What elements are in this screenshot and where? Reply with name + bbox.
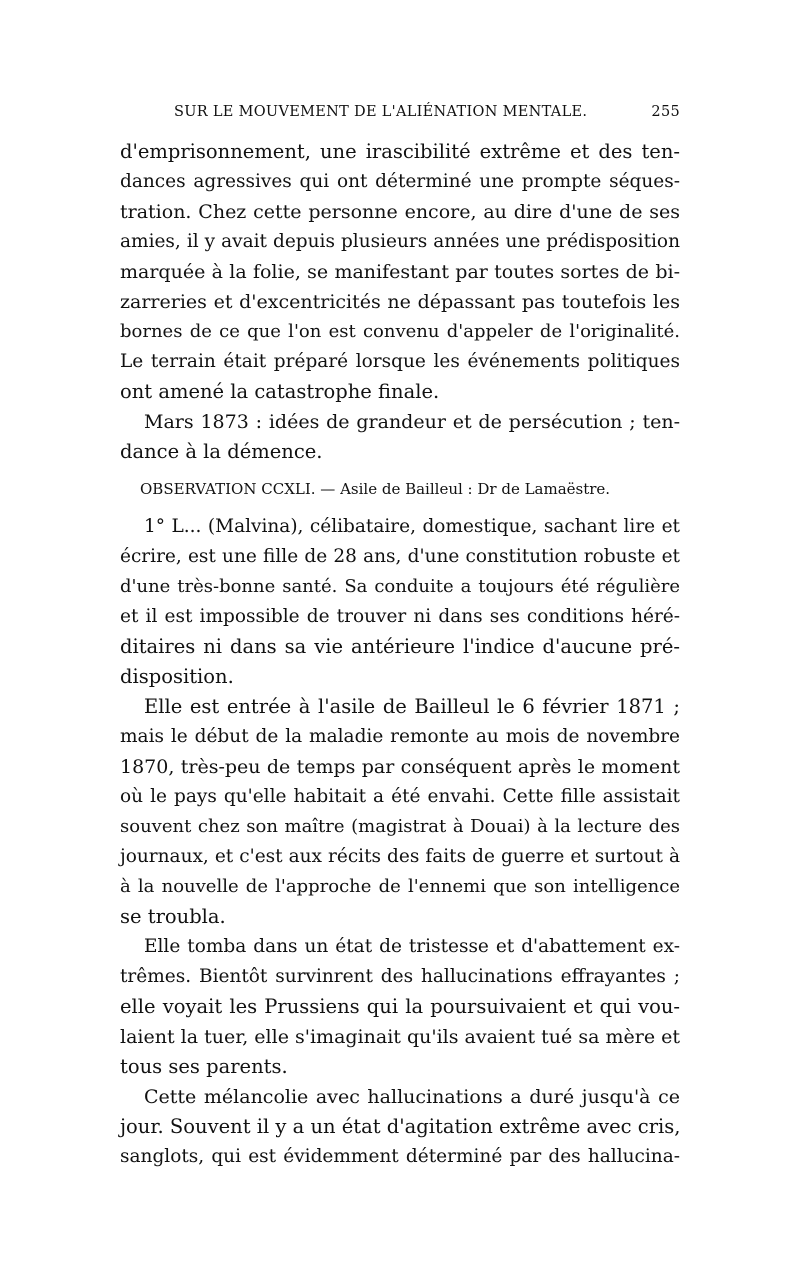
- text-line: laient la tuer, elle s'imaginait qu'ils avaient tué sa mère et: [120, 1026, 680, 1048]
- text-line: d'emprisonnement, une irascibilité extrême et des ten-: [120, 140, 680, 163]
- text-line: ont amené la catastrophe finale.: [120, 380, 440, 403]
- text-line: zarreries et d'excentricités ne dépassant pas toutefois les: [120, 291, 680, 313]
- text-line: marquée à la folie, se manifestant par toutes sortes de bi-: [120, 261, 680, 283]
- text-line: Le terrain était préparé lorsque les événements politiques: [120, 351, 680, 372]
- text-line: trêmes. Bientôt survinrent des hallucinations effrayantes ;: [120, 966, 680, 987]
- page-number: 255: [651, 104, 680, 120]
- text-line: Mars 1873 : idées de grandeur et de persécution ; ten-: [144, 411, 680, 433]
- running-head-title: SUR LE MOUVEMENT DE L'ALIÉNATION MENTALE.: [174, 104, 588, 120]
- text-line: Cette mélancolie avec hallucinations a duré jusqu'à ce: [144, 1086, 680, 1108]
- text-line: mais le début de la maladie remonte au mois de novembre: [120, 726, 680, 747]
- text-line: amies, il y avait depuis plusieurs années une prédisposition: [120, 231, 680, 252]
- text-line: bornes de ce que l'on est convenu d'appeler de l'originalité.: [120, 321, 680, 342]
- text-line: et il est impossible de trouver ni dans ses conditions héré-: [120, 606, 680, 627]
- text-line: ditaires ni dans sa vie antérieure l'indice d'aucune pré-: [120, 635, 680, 658]
- running-head: [174, 100, 680, 124]
- text-line: 1870, très-peu de temps par conséquent après le moment: [120, 756, 680, 778]
- text-line: disposition.: [120, 665, 234, 688]
- text-line: dances agressives qui ont déterminé une prompte séques-: [120, 171, 680, 192]
- text-line: écrire, est une fille de 28 ans, d'une constitution robuste et: [120, 546, 680, 567]
- text-line: journaux, et c'est aux récits des faits de guerre et surtout à: [120, 846, 680, 867]
- text-line: Elle est entrée à l'asile de Bailleul le 6 février 1871 ;: [144, 695, 680, 718]
- text-line: tous ses parents.: [120, 1055, 288, 1078]
- text-line: d'une très-bonne santé. Sa conduite a toujours été régulière: [120, 576, 680, 597]
- text-line: à la nouvelle de l'approche de l'ennemi que son intelligence: [120, 876, 680, 897]
- observation-heading: OBSERVATION CCXLI. — Asile de Bailleul : Dr de Lamaëstre.: [140, 480, 611, 498]
- text-line: jour. Souvent il y a un état d'agitation extrême avec cris,: [120, 1115, 681, 1138]
- text-line: dance à la démence.: [120, 440, 323, 463]
- text-line: où le pays qu'elle habitait a été envahi. Cette fille assistait: [120, 786, 680, 807]
- text-line: tration. Chez cette personne encore, au dire d'une de ses: [120, 201, 680, 223]
- text-line: elle voyait les Prussiens qui la poursuivaient et qui vou-: [120, 995, 680, 1018]
- book-page: [120, 0, 680, 1270]
- text-line: souvent chez son maître (magistrat à Douai) à la lecture des: [120, 816, 680, 837]
- text-line: 1° L... (Malvina), célibataire, domestique, sachant lire et: [144, 516, 680, 537]
- text-line: Elle tomba dans un état de tristesse et d'abattement ex-: [144, 936, 680, 957]
- text-line: sanglots, qui est évidemment déterminé par des hallucina-: [120, 1146, 680, 1167]
- text-line: se troubla.: [120, 905, 226, 928]
